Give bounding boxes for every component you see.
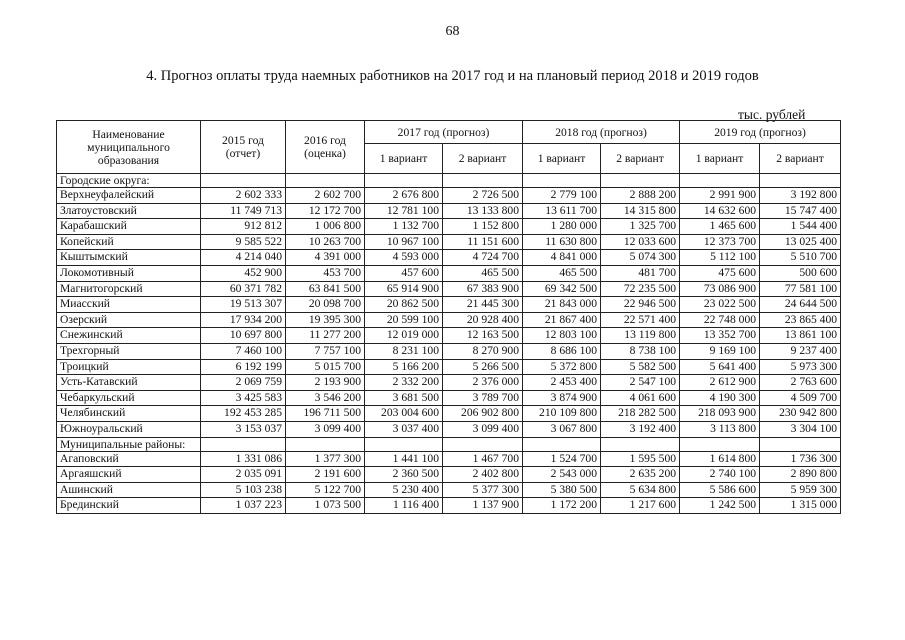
value-cell: 3 037 400 — [365, 421, 443, 437]
value-cell: 5 586 600 — [680, 482, 760, 498]
value-cell: 8 686 100 — [523, 343, 601, 359]
empty-cell — [680, 174, 760, 188]
value-cell: 3 425 583 — [201, 390, 286, 406]
value-cell: 1 467 700 — [443, 451, 523, 467]
value-cell: 4 190 300 — [680, 390, 760, 406]
value-cell: 8 738 100 — [601, 343, 680, 359]
municipality-name: Озерский — [57, 312, 201, 328]
header-2017-variant-2: 2 вариант — [443, 144, 523, 174]
municipality-name: Троицкий — [57, 359, 201, 375]
value-cell: 1 377 300 — [286, 451, 365, 467]
value-cell: 11 630 800 — [523, 234, 601, 250]
value-cell: 2 602 333 — [201, 188, 286, 204]
value-cell: 912 812 — [201, 219, 286, 235]
municipality-name: Чебаркульский — [57, 390, 201, 406]
value-cell: 2 453 400 — [523, 375, 601, 391]
value-cell: 2 360 500 — [365, 467, 443, 483]
value-cell: 3 099 400 — [443, 421, 523, 437]
value-cell: 13 119 800 — [601, 328, 680, 344]
municipality-name: Копейский — [57, 234, 201, 250]
empty-cell — [286, 437, 365, 451]
municipality-name: Южноуральский — [57, 421, 201, 437]
table-row — [57, 406, 841, 422]
value-cell: 20 599 100 — [365, 312, 443, 328]
value-cell: 21 843 000 — [523, 297, 601, 313]
value-cell: 2 726 500 — [443, 188, 523, 204]
value-cell: 63 841 500 — [286, 281, 365, 297]
value-cell: 12 172 700 — [286, 203, 365, 219]
value-cell: 11 277 200 — [286, 328, 365, 344]
section-row — [57, 174, 841, 188]
value-cell: 24 644 500 — [760, 297, 841, 313]
value-cell: 4 724 700 — [443, 250, 523, 266]
unit-label: тыс. рублей — [738, 107, 806, 122]
value-cell: 5 510 700 — [760, 250, 841, 266]
value-cell: 2 635 200 — [601, 467, 680, 483]
empty-cell — [201, 174, 286, 188]
value-cell: 67 383 900 — [443, 281, 523, 297]
section-title: Муниципальные районы: — [57, 437, 201, 451]
value-cell: 1 524 700 — [523, 451, 601, 467]
value-cell: 12 781 100 — [365, 203, 443, 219]
empty-cell — [365, 437, 443, 451]
value-cell: 7 757 100 — [286, 343, 365, 359]
value-cell: 3 192 400 — [601, 421, 680, 437]
table-row — [57, 219, 841, 235]
value-cell: 4 509 700 — [760, 390, 841, 406]
value-cell: 2 612 900 — [680, 375, 760, 391]
value-cell: 5 380 500 — [523, 482, 601, 498]
value-cell: 218 093 900 — [680, 406, 760, 422]
municipality-name: Челябинский — [57, 406, 201, 422]
empty-cell — [760, 174, 841, 188]
empty-cell — [286, 174, 365, 188]
table-row — [57, 297, 841, 313]
value-cell: 21 445 300 — [443, 297, 523, 313]
value-cell: 22 946 500 — [601, 297, 680, 313]
header-2017-variant-1: 1 вариант — [365, 144, 443, 174]
value-cell: 5 266 500 — [443, 359, 523, 375]
value-cell: 2 191 600 — [286, 467, 365, 483]
value-cell: 196 711 500 — [286, 406, 365, 422]
value-cell: 10 967 100 — [365, 234, 443, 250]
value-cell: 13 611 700 — [523, 203, 601, 219]
value-cell: 12 033 600 — [601, 234, 680, 250]
value-cell: 13 861 100 — [760, 328, 841, 344]
value-cell: 5 582 500 — [601, 359, 680, 375]
value-cell: 9 169 100 — [680, 343, 760, 359]
municipality-name: Карабашский — [57, 219, 201, 235]
value-cell: 192 453 285 — [201, 406, 286, 422]
value-cell: 1 006 800 — [286, 219, 365, 235]
value-cell: 452 900 — [201, 265, 286, 281]
value-cell: 14 315 800 — [601, 203, 680, 219]
value-cell: 2 890 800 — [760, 467, 841, 483]
value-cell: 9 237 400 — [760, 343, 841, 359]
value-cell: 2 376 000 — [443, 375, 523, 391]
value-cell: 3 304 100 — [760, 421, 841, 437]
value-cell: 5 074 300 — [601, 250, 680, 266]
table-row — [57, 343, 841, 359]
empty-cell — [365, 174, 443, 188]
value-cell: 1 441 100 — [365, 451, 443, 467]
value-cell: 21 867 400 — [523, 312, 601, 328]
value-cell: 1 736 300 — [760, 451, 841, 467]
value-cell: 9 585 522 — [201, 234, 286, 250]
table-row — [57, 482, 841, 498]
empty-cell — [601, 174, 680, 188]
value-cell: 2 779 100 — [523, 188, 601, 204]
value-cell: 20 862 500 — [365, 297, 443, 313]
value-cell: 500 600 — [760, 265, 841, 281]
value-cell: 475 600 — [680, 265, 760, 281]
value-cell: 457 600 — [365, 265, 443, 281]
empty-cell — [443, 174, 523, 188]
empty-cell — [601, 437, 680, 451]
value-cell: 1 137 900 — [443, 498, 523, 514]
table-row — [57, 390, 841, 406]
value-cell: 1 073 500 — [286, 498, 365, 514]
municipality-name: Усть-Катавский — [57, 375, 201, 391]
header-2019-variant-1: 1 вариант — [680, 144, 760, 174]
value-cell: 5 372 800 — [523, 359, 601, 375]
value-cell: 5 166 200 — [365, 359, 443, 375]
value-cell: 453 700 — [286, 265, 365, 281]
table-title: 4. Прогноз оплаты труда наемных работников на 2017 год и на плановый период 2018 и 2019 годов — [146, 68, 759, 84]
header-2019-variant-2: 2 вариант — [760, 144, 841, 174]
value-cell: 2 763 600 — [760, 375, 841, 391]
table-row — [57, 265, 841, 281]
value-cell: 1 152 800 — [443, 219, 523, 235]
value-cell: 12 803 100 — [523, 328, 601, 344]
value-cell: 5 103 238 — [201, 482, 286, 498]
page-number: 68 — [445, 24, 460, 39]
value-cell: 218 282 500 — [601, 406, 680, 422]
value-cell: 73 086 900 — [680, 281, 760, 297]
municipality-name: Локомотивный — [57, 265, 201, 281]
value-cell: 77 581 100 — [760, 281, 841, 297]
value-cell: 3 681 500 — [365, 390, 443, 406]
value-cell: 4 061 600 — [601, 390, 680, 406]
value-cell: 5 641 400 — [680, 359, 760, 375]
municipality-name: Снежинский — [57, 328, 201, 344]
value-cell: 1 037 223 — [201, 498, 286, 514]
value-cell: 10 263 700 — [286, 234, 365, 250]
value-cell: 2 193 900 — [286, 375, 365, 391]
value-cell: 2 676 800 — [365, 188, 443, 204]
value-cell: 2 602 700 — [286, 188, 365, 204]
municipality-name: Кыштымский — [57, 250, 201, 266]
value-cell: 2 035 091 — [201, 467, 286, 483]
value-cell: 12 019 000 — [365, 328, 443, 344]
value-cell: 3 546 200 — [286, 390, 365, 406]
table-row — [57, 312, 841, 328]
value-cell: 69 342 500 — [523, 281, 601, 297]
section-title: Городские округа: — [57, 174, 201, 188]
value-cell: 1 132 700 — [365, 219, 443, 235]
value-cell: 2 991 900 — [680, 188, 760, 204]
value-cell: 4 214 040 — [201, 250, 286, 266]
value-cell: 17 934 200 — [201, 312, 286, 328]
empty-cell — [201, 437, 286, 451]
table-body — [57, 174, 841, 514]
table-row — [57, 359, 841, 375]
header-2018: 2018 год (прогноз) — [523, 121, 680, 144]
value-cell: 5 973 300 — [760, 359, 841, 375]
value-cell: 5 015 700 — [286, 359, 365, 375]
table-row — [57, 234, 841, 250]
value-cell: 12 373 700 — [680, 234, 760, 250]
value-cell: 10 697 800 — [201, 328, 286, 344]
value-cell: 20 098 700 — [286, 297, 365, 313]
value-cell: 3 113 800 — [680, 421, 760, 437]
table-row — [57, 281, 841, 297]
table-row — [57, 250, 841, 266]
value-cell: 1 172 200 — [523, 498, 601, 514]
value-cell: 2 543 000 — [523, 467, 601, 483]
value-cell: 1 315 000 — [760, 498, 841, 514]
header-2018-variant-1: 1 вариант — [523, 144, 601, 174]
value-cell: 20 928 400 — [443, 312, 523, 328]
table-row — [57, 421, 841, 437]
table-row — [57, 328, 841, 344]
value-cell: 5 230 400 — [365, 482, 443, 498]
value-cell: 13 133 800 — [443, 203, 523, 219]
value-cell: 7 460 100 — [201, 343, 286, 359]
value-cell: 23 865 400 — [760, 312, 841, 328]
value-cell: 230 942 800 — [760, 406, 841, 422]
value-cell: 3 874 900 — [523, 390, 601, 406]
municipality-name: Златоустовский — [57, 203, 201, 219]
value-cell: 6 192 199 — [201, 359, 286, 375]
municipality-name: Ашинский — [57, 482, 201, 498]
value-cell: 4 841 000 — [523, 250, 601, 266]
value-cell: 13 352 700 — [680, 328, 760, 344]
value-cell: 206 902 800 — [443, 406, 523, 422]
table-row — [57, 203, 841, 219]
empty-cell — [760, 437, 841, 451]
value-cell: 11 151 600 — [443, 234, 523, 250]
header-2019: 2019 год (прогноз) — [680, 121, 841, 144]
header-2015: 2015 год (отчет) — [201, 121, 286, 174]
empty-cell — [523, 437, 601, 451]
value-cell: 14 632 600 — [680, 203, 760, 219]
value-cell: 481 700 — [601, 265, 680, 281]
value-cell: 12 163 500 — [443, 328, 523, 344]
header-2016: 2016 год (оценка) — [286, 121, 365, 174]
value-cell: 1 217 600 — [601, 498, 680, 514]
value-cell: 19 395 300 — [286, 312, 365, 328]
value-cell: 8 270 900 — [443, 343, 523, 359]
value-cell: 3 192 800 — [760, 188, 841, 204]
value-cell: 2 402 800 — [443, 467, 523, 483]
value-cell: 210 109 800 — [523, 406, 601, 422]
value-cell: 2 547 100 — [601, 375, 680, 391]
value-cell: 2 740 100 — [680, 467, 760, 483]
table-row — [57, 451, 841, 467]
municipality-name: Миасский — [57, 297, 201, 313]
value-cell: 1 614 800 — [680, 451, 760, 467]
value-cell: 72 235 500 — [601, 281, 680, 297]
table-row — [57, 467, 841, 483]
header-2017: 2017 год (прогноз) — [365, 121, 523, 144]
municipality-name: Агаповский — [57, 451, 201, 467]
value-cell: 22 748 000 — [680, 312, 760, 328]
value-cell: 2 332 200 — [365, 375, 443, 391]
value-cell: 1 331 086 — [201, 451, 286, 467]
value-cell: 23 022 500 — [680, 297, 760, 313]
municipality-name: Магнитогорский — [57, 281, 201, 297]
value-cell: 5 959 300 — [760, 482, 841, 498]
value-cell: 22 571 400 — [601, 312, 680, 328]
header-2018-variant-2: 2 вариант — [601, 144, 680, 174]
value-cell: 11 749 713 — [201, 203, 286, 219]
municipality-name: Верхнеуфалейский — [57, 188, 201, 204]
table-row — [57, 375, 841, 391]
value-cell: 8 231 100 — [365, 343, 443, 359]
value-cell: 5 377 300 — [443, 482, 523, 498]
value-cell: 465 500 — [443, 265, 523, 281]
value-cell: 5 122 700 — [286, 482, 365, 498]
value-cell: 203 004 600 — [365, 406, 443, 422]
empty-cell — [680, 437, 760, 451]
wage-forecast-table — [56, 120, 841, 514]
value-cell: 60 371 782 — [201, 281, 286, 297]
value-cell: 3 099 400 — [286, 421, 365, 437]
value-cell: 19 513 307 — [201, 297, 286, 313]
value-cell: 4 391 000 — [286, 250, 365, 266]
table-row — [57, 498, 841, 514]
value-cell: 2 888 200 — [601, 188, 680, 204]
municipality-name: Трехгорный — [57, 343, 201, 359]
value-cell: 3 067 800 — [523, 421, 601, 437]
value-cell: 4 593 000 — [365, 250, 443, 266]
value-cell: 1 465 600 — [680, 219, 760, 235]
section-row — [57, 437, 841, 451]
header-name: Наименование муниципального образования — [57, 121, 201, 174]
value-cell: 3 153 037 — [201, 421, 286, 437]
table-row — [57, 188, 841, 204]
empty-cell — [443, 437, 523, 451]
value-cell: 65 914 900 — [365, 281, 443, 297]
value-cell: 5 634 800 — [601, 482, 680, 498]
municipality-name: Брединский — [57, 498, 201, 514]
value-cell: 2 069 759 — [201, 375, 286, 391]
value-cell: 1 242 500 — [680, 498, 760, 514]
empty-cell — [523, 174, 601, 188]
value-cell: 1 280 000 — [523, 219, 601, 235]
value-cell: 465 500 — [523, 265, 601, 281]
value-cell: 1 325 700 — [601, 219, 680, 235]
value-cell: 13 025 400 — [760, 234, 841, 250]
value-cell: 1 595 500 — [601, 451, 680, 467]
value-cell: 15 747 400 — [760, 203, 841, 219]
value-cell: 5 112 100 — [680, 250, 760, 266]
municipality-name: Аргаяшский — [57, 467, 201, 483]
value-cell: 1 544 400 — [760, 219, 841, 235]
value-cell: 1 116 400 — [365, 498, 443, 514]
value-cell: 3 789 700 — [443, 390, 523, 406]
